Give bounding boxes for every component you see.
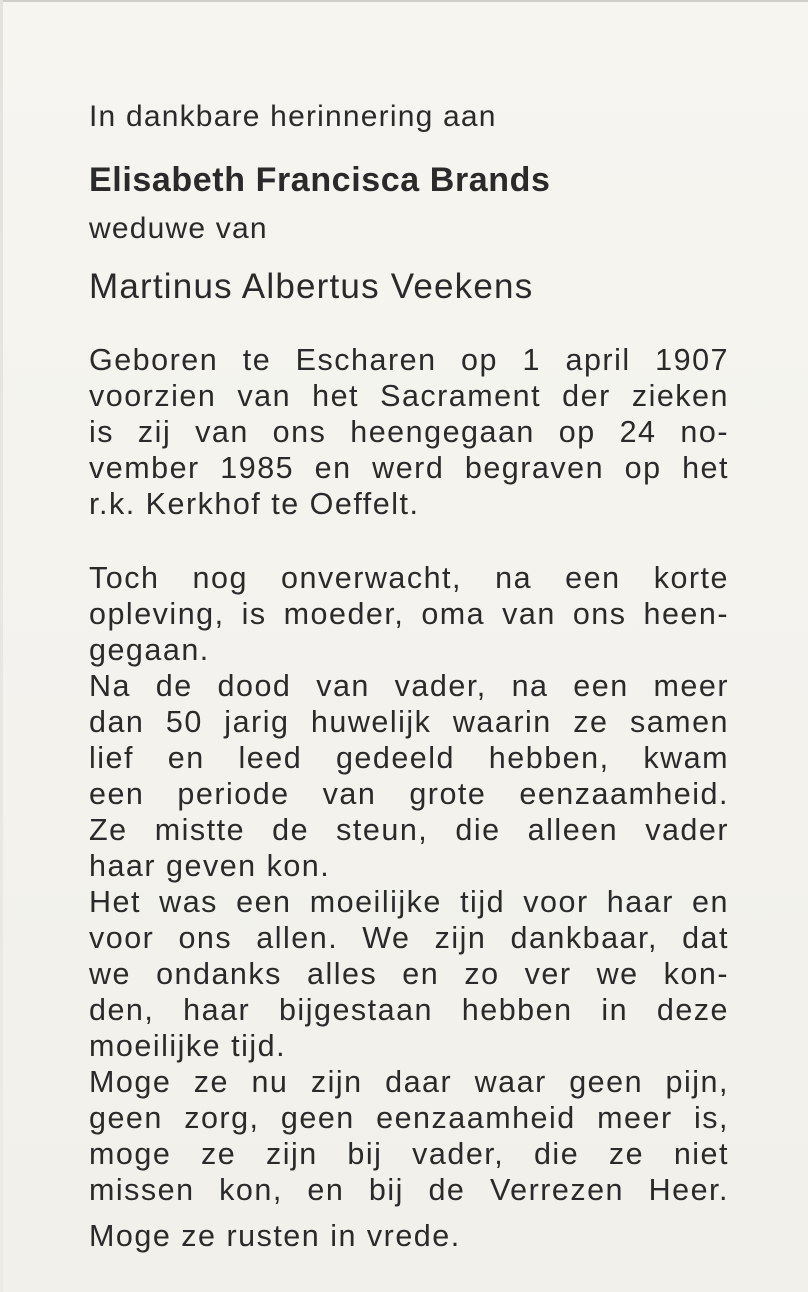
tribute-line: Toch nog onverwacht, na een korte (89, 561, 729, 595)
widow-of-line: weduwe van (89, 212, 268, 245)
tribute-line: geen zorg, geen eenzaamheid meer is, (89, 1101, 729, 1135)
tribute-line: Na de dood van vader, na een meer (89, 669, 729, 703)
tribute-line: Het was een moeilijke tijd voor haar en (89, 885, 729, 919)
deceased-name: Elisabeth Francisca Brands (89, 161, 551, 199)
tribute-line: Ze mistte de steun, die alleen vader (89, 813, 729, 847)
tribute-line: we ondanks alles en zo ver we kon- (89, 957, 729, 991)
birth-line: is zij van ons heengegaan op 24 no- (89, 415, 729, 449)
closing-line: Moge ze rusten in vrede. (89, 1219, 461, 1253)
tribute-line: moge ze zijn bij vader, die ze niet (89, 1137, 729, 1171)
birth-line: r.k. Kerkhof te Oeffelt. (89, 487, 420, 521)
closing-paragraph (89, 1218, 729, 1254)
tribute-line: een periode van grote eenzaamheid. (89, 777, 729, 811)
tribute-line: missen kon, en bij de Verrezen Heer. (89, 1173, 729, 1207)
tribute-line: den, haar bijgestaan hebben in deze (89, 993, 729, 1027)
birth-line: Geboren te Escharen op 1 april 1907 (89, 343, 729, 377)
tribute-paragraph (89, 560, 729, 1208)
tribute-line: moeilijke tijd. (89, 1029, 287, 1063)
tribute-line: dan 50 jarig huwelijk waarin ze samen (89, 705, 729, 739)
tribute-line: voor ons allen. We zijn dankbaar, dat (89, 921, 729, 955)
spouse-name: Martinus Albertus Veekens (89, 267, 534, 306)
tribute-line: Moge ze nu zijn daar waar geen pijn, (89, 1065, 729, 1099)
tribute-line: gegaan. (89, 633, 210, 667)
birth-line: vember 1985 en werd begraven op het (89, 451, 729, 485)
birth-line: voorzien van het Sacrament der zieken (89, 379, 729, 413)
intro-line: In dankbare herinnering aan (89, 100, 497, 133)
card-content (89, 97, 729, 1254)
tribute-line: opleving, is moeder, oma van ons heen- (89, 597, 729, 631)
tribute-line: lief en leed gedeeld hebben, kwam (89, 741, 729, 775)
tribute-line: haar geven kon. (89, 849, 331, 883)
birth-paragraph (89, 342, 729, 522)
card-edge (0, 0, 3, 1292)
